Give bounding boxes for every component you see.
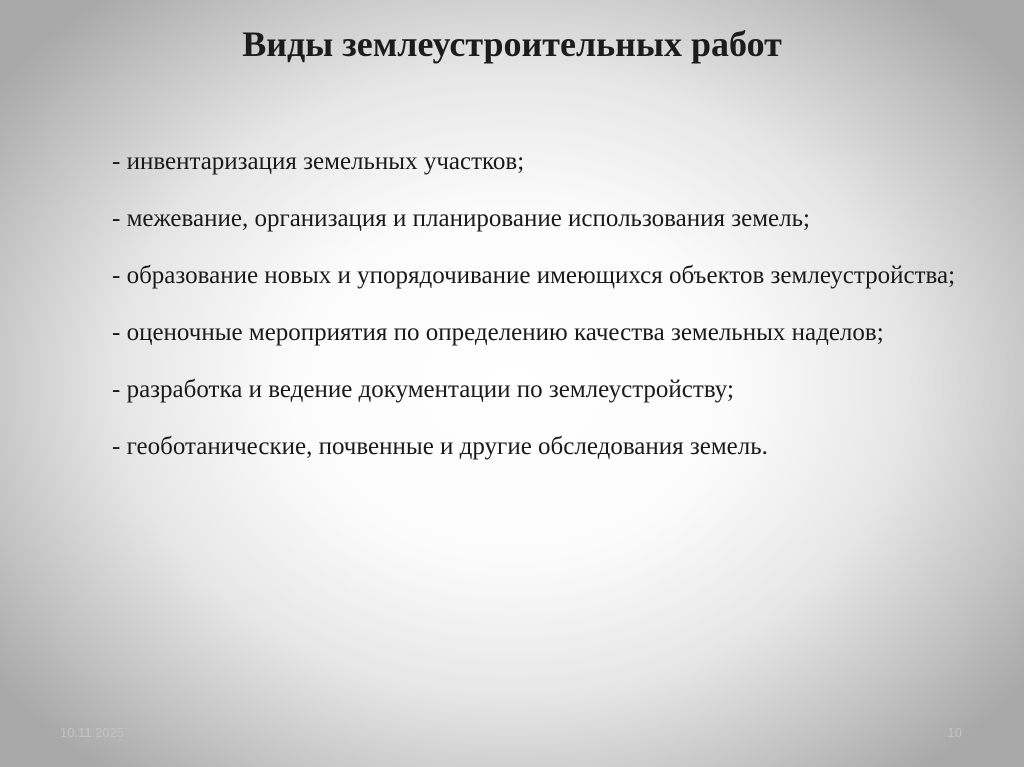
list-item: - оценочные мероприятия по определению качества земельных наделов; <box>112 319 884 346</box>
work-types-list <box>62 133 966 475</box>
list-item: - межевание, организация и планирование использования земель; <box>112 205 810 232</box>
list-item: - разработка и ведение документации по землеустройству; <box>112 376 734 403</box>
list-item: - инвентаризация земельных участков; <box>112 148 525 175</box>
list-item: - геоботанические, почвенные и другие обследования земель. <box>112 433 768 460</box>
footer-date: 10.11.2025 <box>60 725 125 740</box>
slide-number: 10 <box>947 725 962 740</box>
slide-title: Виды землеустроительных работ <box>242 24 782 64</box>
list-item: - образование новых и упорядочивание имеющихся объектов землеустройства; <box>112 262 956 289</box>
